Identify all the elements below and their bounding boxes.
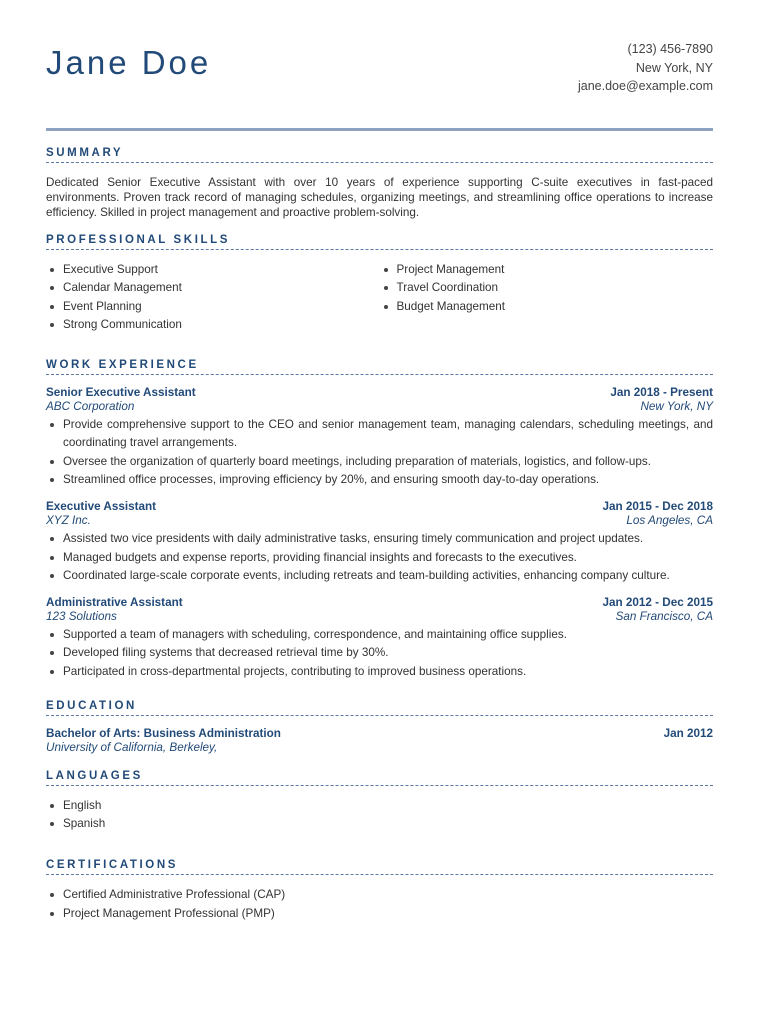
skill-item: Travel Coordination — [380, 279, 714, 297]
job-dates: Jan 2018 - Present — [610, 385, 713, 399]
skill-item: Executive Support — [46, 261, 380, 279]
section-title-experience: WORK EXPERIENCE — [46, 359, 713, 375]
education-section — [46, 700, 713, 754]
languages-section — [46, 770, 713, 834]
job-entry — [46, 500, 713, 586]
section-title-skills: PROFESSIONAL SKILLS — [46, 234, 713, 250]
education-date: Jan 2012 — [663, 726, 713, 740]
section-title-education: EDUCATION — [46, 700, 713, 716]
job-title: Senior Executive Assistant — [46, 385, 196, 399]
job-location: New York, NY — [640, 399, 713, 413]
location: New York, NY — [635, 60, 713, 75]
skills-columns — [46, 261, 713, 335]
job-bullet: Managed budgets and expense reports, providing financial insights and forecasts to the executives. — [46, 549, 713, 568]
job-title: Administrative Assistant — [46, 595, 183, 609]
summary-text: Dedicated Senior Executive Assistant with over 10 years of experience supporting C-suite executives in fast-paced environments. Proven track record of managing schedules, organizing meetings, and streamlining office operations to increase efficiency. Skilled in project management and proactive problem-solving. — [46, 176, 713, 219]
resume-header — [46, 40, 713, 128]
certification-item: Project Management Professional (PMP) — [46, 905, 713, 923]
email-address: jane.doe@example.com — [578, 79, 713, 93]
job-company: XYZ Inc. — [46, 514, 91, 527]
candidate-name: Jane Doe — [46, 44, 212, 81]
job-bullet: Streamlined office processes, improving efficiency by 20%, and ensuring smooth day-to-day operations. — [46, 471, 713, 490]
education-entry — [46, 727, 713, 754]
job-dates: Jan 2012 - Dec 2015 — [602, 595, 713, 609]
language-item: English — [46, 797, 713, 815]
skill-item: Project Management — [380, 261, 714, 279]
job-dates: Jan 2015 - Dec 2018 — [602, 500, 713, 513]
job-bullet: Developed filing systems that decreased retrieval time by 30%. — [46, 644, 713, 663]
skill-item: Budget Management — [380, 298, 714, 316]
job-bullet: Participated in cross-departmental projects, contributing to improved business operations. — [46, 663, 713, 682]
job-bullets — [46, 416, 713, 490]
job-title: Executive Assistant — [46, 500, 156, 513]
section-title-certifications: CERTIFICATIONS — [46, 859, 713, 875]
job-entry — [46, 386, 713, 490]
skill-item: Event Planning — [46, 298, 380, 316]
job-company: ABC Corporation — [46, 399, 135, 413]
job-bullet: Provide comprehensive support to the CEO and senior management team, managing calendars, scheduling meetings, and coordinating travel arrangements. — [46, 416, 713, 453]
skills-list-right — [380, 261, 714, 335]
job-bullet: Coordinated large-scale corporate events, including retreats and team-building activities, enhancing company culture. — [46, 567, 713, 586]
job-bullets — [46, 626, 713, 682]
job-bullet: Oversee the organization of quarterly board meetings, including preparation of materials, logistics, and follow-ups. — [46, 453, 713, 472]
summary-section — [46, 147, 713, 220]
skills-list-left — [46, 261, 380, 335]
job-entry — [46, 596, 713, 682]
school-name: University of California, Berkeley, — [46, 740, 218, 754]
section-title-languages: LANGUAGES — [46, 770, 713, 786]
header-divider — [46, 128, 713, 131]
degree: Bachelor of Arts: Business Administration — [46, 726, 281, 740]
job-company: 123 Solutions — [46, 609, 117, 623]
job-location: Los Angeles, CA — [626, 514, 713, 527]
section-title-summary: SUMMARY — [46, 147, 713, 163]
job-bullet: Supported a team of managers with scheduling, correspondence, and maintaining office supplies. — [46, 626, 713, 645]
job-bullets — [46, 530, 713, 586]
certifications-list — [46, 886, 713, 923]
phone-number: (123) 456-7890 — [627, 42, 713, 56]
job-location: San Francisco, CA — [615, 609, 713, 623]
skills-section — [46, 234, 713, 335]
job-bullet: Assisted two vice presidents with daily administrative tasks, ensuring timely communication and project updates. — [46, 530, 713, 549]
language-item: Spanish — [46, 815, 713, 833]
contact-info — [578, 40, 713, 96]
certifications-section — [46, 859, 713, 923]
skill-item: Calendar Management — [46, 279, 380, 297]
skill-item: Strong Communication — [46, 316, 380, 334]
experience-section — [46, 359, 713, 682]
languages-list — [46, 797, 713, 834]
certification-item: Certified Administrative Professional (CAP) — [46, 886, 713, 904]
